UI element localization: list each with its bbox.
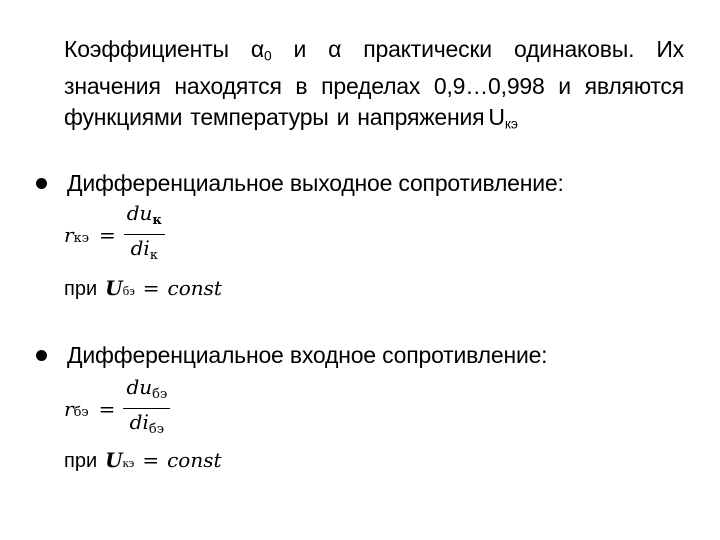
denominator	[128, 235, 161, 269]
bullet-output-resistance	[30, 170, 690, 300]
intro-line-1	[64, 34, 684, 71]
equals-sign: =	[98, 396, 116, 421]
alpha0-symbol	[251, 34, 272, 71]
intro-word: и	[293, 36, 307, 62]
condition-value: const	[167, 448, 222, 472]
intro-range: 0,9…0,998	[433, 73, 545, 100]
intro-word: и	[558, 73, 571, 100]
alpha-char: α	[250, 36, 264, 62]
numerator-subscript: к	[152, 212, 162, 228]
condition-word: при	[64, 278, 98, 300]
fraction	[124, 200, 165, 269]
condition-line	[64, 448, 222, 473]
condition-subscript: кэ	[122, 455, 135, 470]
condition-line	[64, 276, 222, 301]
numerator-variable: du	[126, 201, 153, 225]
lhs-variable: r	[64, 222, 74, 247]
intro-word: и	[336, 104, 350, 131]
voltage-subscript: кэ	[504, 116, 518, 132]
denominator	[127, 409, 167, 443]
alpha-subscript: 0	[263, 48, 272, 64]
numerator	[123, 374, 170, 408]
intro-word: являются	[584, 73, 684, 100]
equals-sign: =	[142, 448, 160, 472]
intro-paragraph	[64, 34, 684, 140]
numerator-variable: du	[126, 375, 153, 399]
intro-word: практически	[363, 36, 492, 62]
bullet-row	[30, 342, 690, 369]
equals-sign: =	[98, 222, 116, 247]
formula-lhs	[64, 223, 89, 247]
intro-word: Их	[656, 36, 684, 62]
intro-line-2	[64, 71, 684, 102]
denominator-variable: di	[129, 410, 149, 435]
intro-word: Коэффициенты	[64, 36, 229, 62]
alpha-symbol: α	[328, 36, 342, 62]
bullet-dot-icon	[36, 350, 47, 361]
voltage-letter: U	[488, 104, 505, 131]
denominator-subscript: бэ	[148, 422, 164, 438]
lhs-subscript: кэ	[73, 230, 89, 246]
formula-lhs	[64, 397, 89, 421]
intro-word: функциями	[64, 104, 183, 131]
intro-word: температуры	[190, 104, 329, 131]
condition-variable: U	[105, 448, 123, 472]
denominator-subscript: к	[149, 248, 158, 264]
formula-input-resistance	[64, 374, 170, 443]
lhs-subscript: бэ	[73, 404, 89, 420]
intro-word: одинаковы.	[513, 36, 635, 62]
condition-subscript: бэ	[122, 283, 135, 298]
intro-word: значения	[64, 73, 161, 100]
bullet-input-resistance	[30, 342, 690, 472]
intro-line-3	[64, 102, 684, 139]
intro-word: пределах	[321, 73, 421, 100]
numerator	[124, 200, 165, 234]
condition-value: const	[167, 276, 222, 300]
lhs-variable: r	[64, 396, 74, 421]
bullet-row	[30, 170, 690, 197]
denominator-variable: di	[130, 236, 150, 261]
formula-output-resistance	[64, 200, 165, 269]
condition-variable: U	[105, 276, 123, 300]
numerator-subscript: бэ	[152, 386, 168, 402]
intro-word: напряжения	[357, 104, 485, 131]
bullet-heading: Дифференциальное входное сопротивление:	[67, 342, 548, 368]
equals-sign: =	[142, 276, 160, 300]
intro-word: находятся	[174, 73, 282, 100]
bullet-dot-icon	[36, 178, 47, 189]
condition-word: при	[64, 450, 98, 472]
bullet-heading: Дифференциальное выходное сопротивление:	[67, 170, 564, 196]
intro-word: в	[295, 73, 308, 100]
voltage-symbol	[488, 102, 517, 139]
fraction	[123, 374, 170, 443]
